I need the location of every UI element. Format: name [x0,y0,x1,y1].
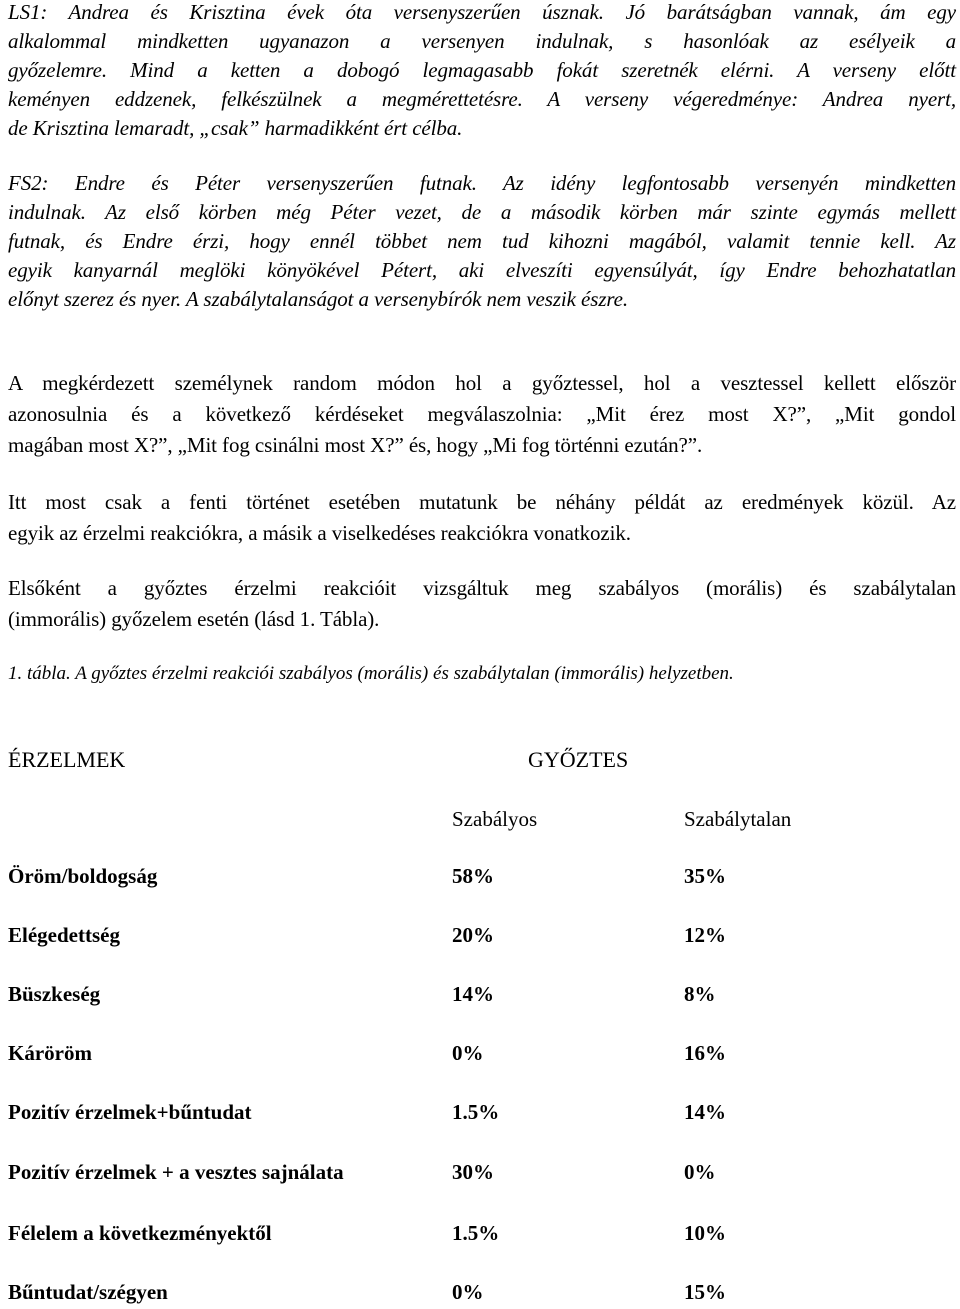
row-unfair-value: 35% [684,864,726,888]
row-unfair-value: 10% [684,1221,726,1245]
row-fair-value: 1.5% [452,1100,500,1124]
table-header-winner: GYŐZTES [528,747,629,772]
row-label: Büszkeség [8,982,101,1006]
method-paragraph [8,368,956,461]
row-label: Pozitív érzelmek+bűntudat [8,1100,252,1124]
story-fs2-line: futnak, és Endre érzi, hogy ennél többet nem tud kihozni magából, valamit tennie kell. Az [8,229,956,253]
row-fair-value: 14% [452,982,494,1006]
story-ls1-line: alkalommal mindketten ugyanazon a versenyen indulnak, s hasonlóak az esélyeik a [8,29,956,53]
table-header-unfair: Szabálytalan [684,807,792,831]
story-ls1-line: győzelemre. Mind a ketten a dobogó legmagasabb fokát szeretnék elérni. A verseny előtt [8,58,956,82]
story-ls1-line: de Krisztina lemaradt, „csak” harmadikként ért célba. [8,116,463,140]
table-row [8,979,956,1009]
table-row [8,920,956,950]
row-unfair-value: 8% [684,982,716,1006]
row-fair-value: 58% [452,864,494,888]
row-label: Öröm/boldogság [8,864,158,888]
row-unfair-value: 0% [684,1160,716,1184]
method-line: azonosulnia és a következő kérdéseket megválaszolnia: „Mit érez most X?”, „Mit gondol [8,402,956,426]
first-analysis-paragraph [8,573,956,635]
row-unfair-value: 14% [684,1100,726,1124]
row-fair-value: 1.5% [452,1221,500,1245]
row-fair-value: 20% [452,923,494,947]
story-ls1-line: LS1: Andrea és Krisztina évek óta versenyszerűen úsznak. Jó barátságban vannak, ám egy [8,0,956,24]
story-fs2-line: előnyt szerez és nyer. A szabálytalanságot a versenybírók nem veszik észre. [8,287,629,311]
row-label: Pozitív érzelmek + a vesztes sajnálata [8,1160,344,1184]
story-fs2-paragraph [8,169,956,314]
first-analysis-line: Elsőként a győztes érzelmi reakcióit vizsgáltuk meg szabályos (morális) és szabálytalan [8,576,956,600]
method-line: magában most X?”, „Mit fog csinálni most X?” és, hogy „Mi fog történni ezután?”. [8,433,703,457]
table-caption: 1. tábla. A győztes érzelmi reakciói szabályos (morális) és szabálytalan (immorális) helyzetben. [8,663,734,684]
table-row [8,861,956,891]
story-ls1-line: keményen eddzenek, felkészülnek a megmérettetésre. A verseny végeredménye: Andrea nyert, [8,87,956,111]
examples-paragraph [8,487,956,549]
examples-line: egyik az érzelmi reakciókra, a másik a viselkedéses reakciókra vonatkozik. [8,521,631,545]
story-ls1-paragraph [8,0,956,143]
table-header-emotions: ÉRZELMEK [8,747,126,772]
story-fs2-line: indulnak. Az első körben még Péter vezet, de a második körben már szinte egymás mellett [8,200,956,224]
method-line: A megkérdezett személynek random módon hol a győztessel, hol a vesztessel kellett először [8,371,956,395]
table-row [8,1097,956,1127]
row-label: Káröröm [8,1041,92,1065]
examples-line: Itt most csak a fenti történet esetében mutatunk be néhány példát az eredmények közül. Az [8,490,956,514]
row-fair-value: 0% [452,1280,484,1304]
table-row [8,1038,956,1068]
story-fs2-line: FS2: Endre és Péter versenyszerűen futnak. Az idény legfontosabb versenyén mindketten [8,171,956,195]
row-fair-value: 30% [452,1160,494,1184]
table-row [8,1218,956,1248]
row-label: Bűntudat/szégyen [8,1280,168,1304]
row-unfair-value: 12% [684,923,726,947]
row-unfair-value: 16% [684,1041,726,1065]
story-fs2-line: egyik kanyarnál meglöki könyökével Pétert, aki elveszíti egyensúlyát, így Endre behozhatatlan [8,258,956,282]
row-fair-value: 0% [452,1041,484,1065]
row-label: Elégedettség [8,923,120,947]
first-analysis-line: (immorális) győzelem esetén (lásd 1. Tábla). [8,607,380,631]
row-unfair-value: 15% [684,1280,726,1304]
table-row [8,1277,956,1307]
row-label: Félelem a következményektől [8,1221,272,1245]
table-row [8,1157,956,1187]
table-header-fair: Szabályos [452,807,538,831]
